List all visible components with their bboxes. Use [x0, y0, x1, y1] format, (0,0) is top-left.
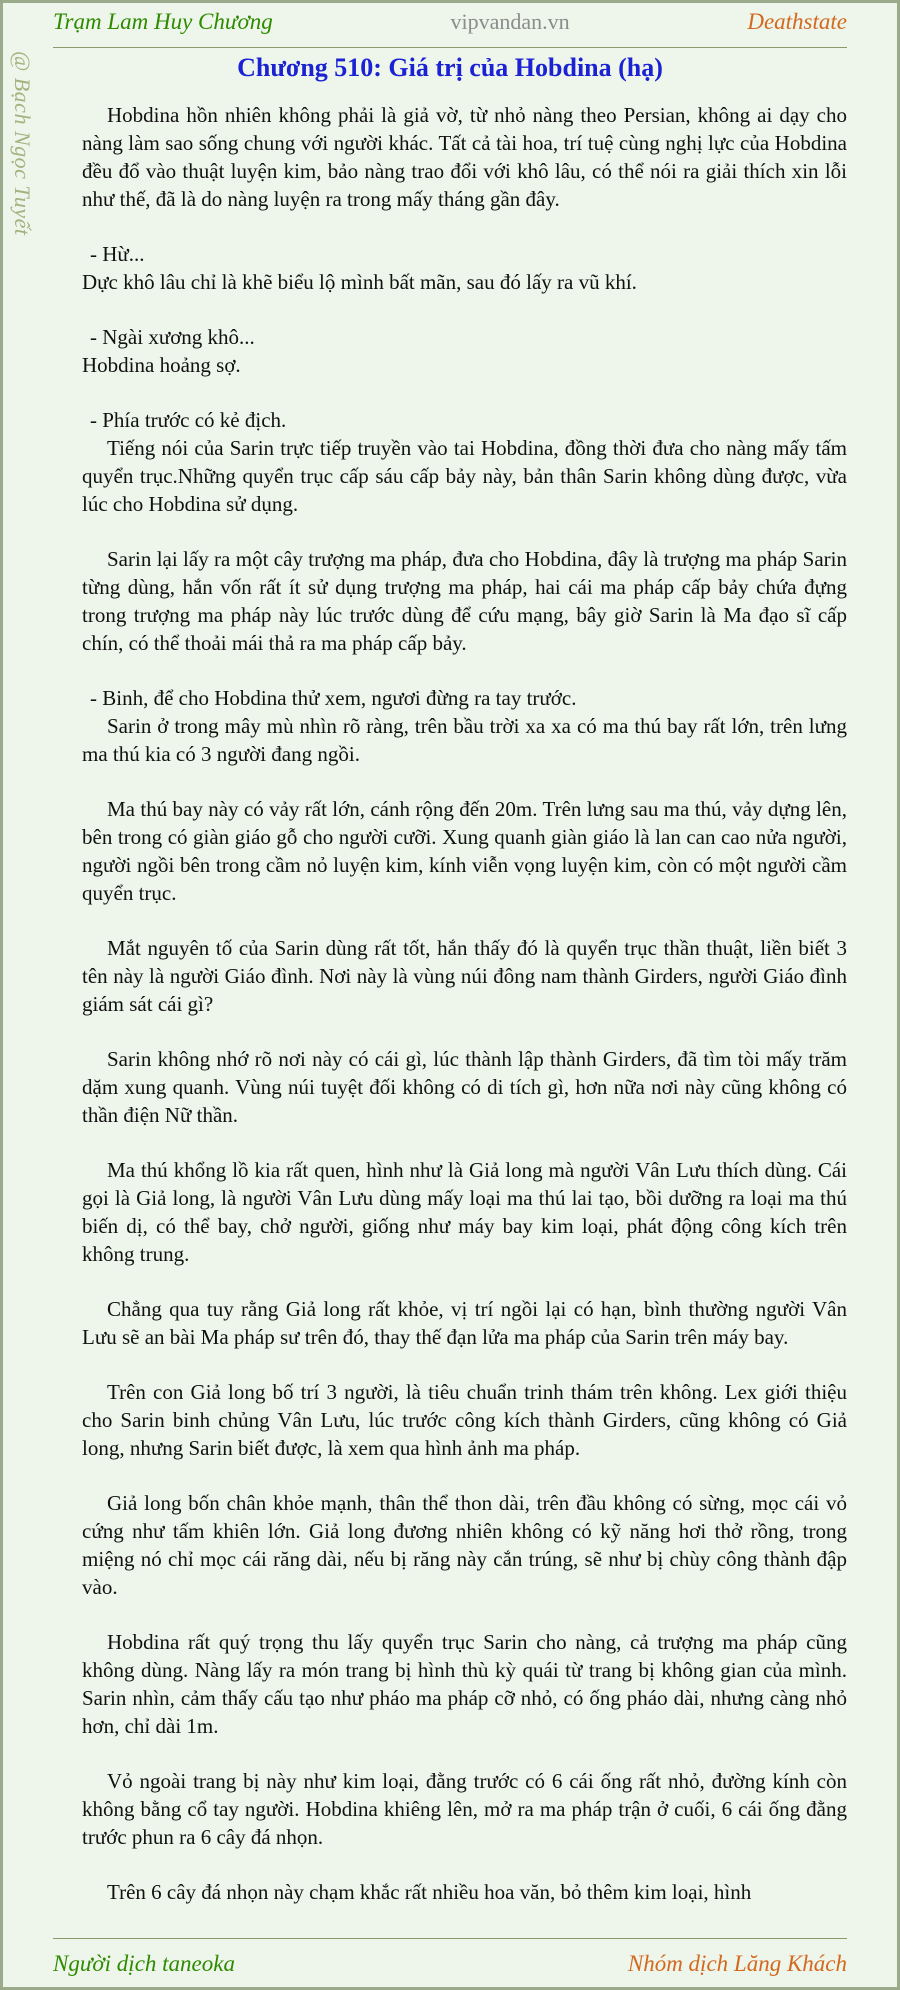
- paragraph: Mắt nguyên tố của Sarin dùng rất tốt, hắn thấy đó là quyển trục thần thuật, liền biết 3 tên này là người Giáo đình. Nơi này là vùng núi đông nam thành Girders, người Giáo đình giám sát cái gì?: [82, 936, 847, 1016]
- page-header: [53, 9, 847, 48]
- header-right-text: Deathstate: [747, 9, 847, 34]
- paragraph: Vỏ ngoài trang bị này như kim loại, đằng trước có 6 cái ống rất nhỏ, đường kính còn không bằng cổ tay người. Hobdina khiêng lên, mở ra ma pháp trận ở cuối, 6 cái ống đằng trước phun ra 6 cây đá nhọn.: [82, 1769, 847, 1849]
- header-site-text: vipvandan.vn: [450, 9, 570, 34]
- paragraph: - Ngài xương khô...: [90, 325, 255, 349]
- paragraph: - Phía trước có kẻ địch.: [90, 408, 287, 432]
- paragraph: Hobdina rất quý trọng thu lấy quyển trục Sarin cho nàng, cả trượng ma pháp cũng không dùng. Nàng lấy ra món trang bị hình thù kỳ quái từ trang bị không gian của mình. Sarin nhìn, cảm thấy cấu tạo như pháo ma pháp cỡ nhỏ, có ống pháo dài, nhưng càng nhỏ hơn, chỉ dài 1m.: [82, 1630, 847, 1738]
- paragraph: - Binh, để cho Hobdina thử xem, ngươi đừng ra tay trước.: [90, 686, 577, 710]
- paragraph: Tiếng nói của Sarin trực tiếp truyền vào tai Hobdina, đồng thời đưa cho nàng mấy tấm quyển trục.Những quyển trục cấp sáu cấp bảy này, bản thân Sarin không dùng được, vừa lúc cho Hobdina sử dụng.: [82, 436, 847, 516]
- paragraph: Dực khô lâu chỉ là khẽ biểu lộ mình bất mãn, sau đó lấy ra vũ khí.: [82, 270, 637, 294]
- paragraph: Sarin không nhớ rõ nơi này có cái gì, lúc thành lập thành Girders, đã tìm tòi mấy trăm dặm xung quanh. Vùng núi tuyệt đối không có di tích gì, hơn nữa nơi này cũng không có thần điện Nữ thần.: [82, 1047, 847, 1127]
- header-left-text: Trạm Lam Huy Chương: [53, 9, 273, 34]
- paragraph: Sarin ở trong mây mù nhìn rõ ràng, trên bầu trời xa xa có ma thú bay rất lớn, trên lưng ma thú kia có 3 người đang ngồi.: [82, 714, 847, 766]
- paragraph: Trên con Giả long bố trí 3 người, là tiêu chuẩn trinh thám trên không. Lex giới thiệu cho Sarin binh chủng Vân Lưu, lúc trước công kích thành Girders, cũng không có Giả long, nhưng Sarin biết được, là xem qua hình ảnh ma pháp.: [82, 1380, 847, 1460]
- paragraph: Trên 6 cây đá nhọn này chạm khắc rất nhiều hoa văn, bỏ thêm kim loại, hình: [107, 1880, 752, 1904]
- chapter-title: Chương 510: Giá trị của Hobdina (hạ): [237, 53, 663, 82]
- group-credit: Nhóm dịch Lăng Khách: [627, 1951, 847, 1976]
- side-credit: @ Bạch Ngọc Tuyết: [10, 51, 35, 236]
- translator-credit: Người dịch taneoka: [53, 1951, 235, 1976]
- paragraph: Hobdina hồn nhiên không phải là giả vờ, từ nhỏ nàng theo Persian, không ai dạy cho nàng làm sao sống chung với người khác. Tất cả tài hoa, trí tuệ cùng nghị lực của Hobdina đều đổ vào thuật luyện kim, bảo nàng trao đổi với khô lâu, có thể nói ra giải thích xin lỗi như thế, đã là do nàng luyện ra trong mấy tháng gần đây.: [82, 103, 847, 211]
- paragraph: - Hừ...: [90, 242, 145, 266]
- paragraph: Sarin lại lấy ra một cây trượng ma pháp, đưa cho Hobdina, đây là trượng ma pháp Sarin từng dùng, hắn vốn rất ít sử dụng trượng ma pháp, hai cái ma pháp cấp bảy chứa đựng trong trượng ma pháp này lúc trước dùng để cứu mạng, bây giờ Sarin là Ma đạo sĩ cấp chín, có thể thoải mái thả ra ma pháp cấp bảy.: [82, 547, 847, 655]
- paragraph: Ma thú khổng lồ kia rất quen, hình như là Giả long mà người Vân Lưu thích dùng. Cái gọi là Giả long, là người Vân Lưu dùng mấy loại ma thú lai tạo, bồi dưỡng ra loại ma thú biến dị, có thể bay, chở người, giống như máy bay kim loại, phát động công kích trên không trung.: [82, 1158, 847, 1266]
- paragraph: Chẳng qua tuy rằng Giả long rất khỏe, vị trí ngồi lại có hạn, bình thường người Vân Lưu sẽ an bài Ma pháp sư trên đó, thay thế đạn lửa ma pháp của Sarin trên máy bay.: [82, 1297, 847, 1349]
- paragraph: Giả long bốn chân khỏe mạnh, thân thể thon dài, trên đầu không có sừng, mọc cái vỏ cứng như tấm khiên lớn. Giả long đương nhiên không có kỹ năng hơi thở rồng, trong miệng nó chỉ mọc cái răng dài, nếu bị răng này cắn trúng, sẽ như bị chùy công thành đập vào.: [82, 1491, 847, 1599]
- paragraph: Ma thú bay này có vảy rất lớn, cánh rộng đến 20m. Trên lưng sau ma thú, vảy dựng lên, bên trong có giàn giáo gỗ cho người cưỡi. Xung quanh giàn giáo là lan can cao nửa người, người ngồi bên trong cầm nỏ luyện kim, kính viễn vọng luyện kim, còn có một người cầm quyển trục.: [82, 797, 847, 905]
- paragraph: Hobdina hoảng sợ.: [82, 353, 241, 377]
- page-footer: [53, 1938, 847, 1977]
- chapter-content: [82, 101, 847, 1933]
